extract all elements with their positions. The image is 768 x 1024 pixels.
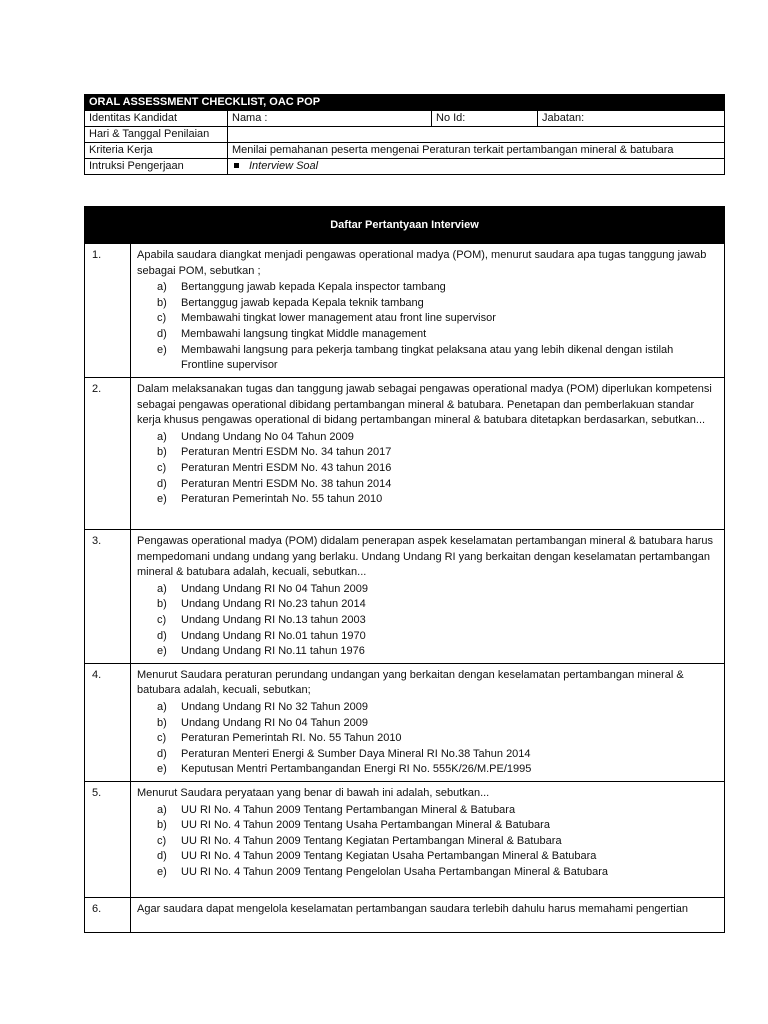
option-text: Bertanggug jawab kepada Kepala teknik tambang: [181, 296, 424, 309]
option-item: [137, 865, 718, 881]
questions-body: [85, 244, 725, 933]
option-letter: d): [157, 747, 167, 760]
question-number: 1.: [85, 244, 131, 378]
option-item: [137, 280, 718, 296]
option-text: Peraturan Pemerintah No. 55 tahun 2010: [181, 493, 383, 506]
question-row: [85, 378, 725, 530]
question-number: 4.: [85, 663, 131, 781]
option-item: [137, 613, 718, 629]
option-text: Peraturan Mentri ESDM No. 38 tahun 2014: [181, 477, 392, 490]
option-letter: e): [157, 343, 167, 356]
label-kriteria: Kriteria Kerja: [85, 143, 228, 159]
question-cell: [131, 663, 725, 781]
option-text: Peraturan Mentri ESDM No. 34 tahun 2017: [181, 446, 392, 459]
option-item: [137, 582, 718, 598]
option-letter: c): [157, 732, 167, 745]
option-item: [137, 803, 718, 819]
option-item: [137, 762, 718, 778]
options-list: [137, 803, 718, 881]
assessment-header-table: [84, 94, 725, 175]
field-tanggal[interactable]: [228, 127, 725, 143]
option-letter: a): [157, 803, 167, 816]
option-letter: b): [157, 446, 167, 459]
option-item: [137, 644, 718, 660]
option-text: Undang Undang RI No.13 tahun 2003: [181, 613, 366, 626]
option-item: [137, 445, 718, 461]
option-text: Undang Undang RI No 04 Tahun 2009: [181, 582, 368, 595]
option-letter: a): [157, 430, 167, 443]
option-letter: d): [157, 477, 167, 490]
option-letter: d): [157, 850, 167, 863]
option-letter: e): [157, 645, 167, 658]
options-list: [137, 582, 718, 660]
option-item: [137, 747, 718, 763]
options-list: [137, 700, 718, 778]
option-item: [137, 716, 718, 732]
option-text: UU RI No. 4 Tahun 2009 Tentang Pengelolan Usaha Pertambangan Mineral & Batubara: [181, 865, 609, 878]
row-kriteria: [85, 143, 725, 159]
question-text: Dalam melaksanakan tugas dan tanggung jawab sebagai pengawas operational madya (POM) diperlukan kompetensi sebagai pengawas operational dibidang pertambangan mineral & batubara. Penetapan dan pemberlakuan standar kerja khusus pengawas operational di bidang pertambangan mineral & batubara ditetapkan berdasarkan, sebutkan...: [137, 383, 712, 427]
label-tanggal: Hari & Tanggal Penilaian: [85, 127, 228, 143]
field-noid[interactable]: No Id:: [432, 111, 538, 127]
option-letter: e): [157, 865, 167, 878]
option-text: Peraturan Mentri ESDM No. 43 tahun 2016: [181, 461, 392, 474]
question-row: [85, 781, 725, 897]
question-row: [85, 663, 725, 781]
option-text: Bertanggung jawab kepada Kepala inspector tambang: [181, 281, 446, 294]
instruksi-text: Interview Soal: [249, 160, 319, 172]
question-cell: [131, 781, 725, 897]
question-cell: [131, 897, 725, 932]
option-letter: d): [157, 327, 167, 340]
header-title: ORAL ASSESSMENT CHECKLIST, OAC POP: [85, 95, 725, 111]
option-letter: c): [157, 613, 167, 626]
question-row: [85, 244, 725, 378]
option-text: UU RI No. 4 Tahun 2009 Tentang Kegiatan Pertambangan Mineral & Batubara: [181, 834, 562, 847]
question-row: [85, 530, 725, 664]
option-item: [137, 461, 718, 477]
option-letter: e): [157, 763, 167, 776]
option-letter: e): [157, 493, 167, 506]
options-list: [137, 280, 718, 374]
option-item: [137, 629, 718, 645]
option-letter: b): [157, 296, 167, 309]
option-item: [137, 597, 718, 613]
option-letter: a): [157, 281, 167, 294]
field-nama[interactable]: Nama :: [228, 111, 432, 127]
question-text: Agar saudara dapat mengelola keselamatan pertambangan saudara terlebih dahulu harus memahami pengertian: [137, 902, 688, 915]
option-text: Peraturan Pemerintah RI. No. 55 Tahun 2010: [181, 732, 402, 745]
question-number: 3.: [85, 530, 131, 664]
question-text: Menurut Saudara peraturan perundang undangan yang berkaitan dengan keselamatan pertambangan mineral & batubara adalah, kecuali, sebutkan;: [137, 668, 684, 697]
option-item: [137, 477, 718, 493]
option-item: [137, 849, 718, 865]
option-item: [137, 430, 718, 446]
row-identitas: [85, 111, 725, 127]
option-text: Undang Undang RI No.23 tahun 2014: [181, 598, 366, 611]
option-text: Undang Undang RI No.11 tahun 1976: [181, 645, 365, 658]
options-list: [137, 430, 718, 508]
header-title-row: [85, 95, 725, 111]
option-text: UU RI No. 4 Tahun 2009 Tentang Kegiatan Usaha Pertambangan Mineral & Batubara: [181, 850, 597, 863]
row-tanggal: [85, 127, 725, 143]
option-letter: c): [157, 312, 167, 325]
option-item: [137, 818, 718, 834]
question-row: [85, 897, 725, 932]
option-text: Undang Undang No 04 Tahun 2009: [181, 430, 354, 443]
option-item: [137, 296, 718, 312]
option-text: Peraturan Menteri Energi & Sumber Daya Mineral RI No.38 Tahun 2014: [181, 747, 531, 760]
option-text: Membawahi langsung tingkat Middle management: [181, 327, 427, 340]
question-cell: [131, 530, 725, 664]
option-item: [137, 311, 718, 327]
option-letter: b): [157, 716, 167, 729]
option-text: UU RI No. 4 Tahun 2009 Tentang Usaha Pertambangan Mineral & Batubara: [181, 819, 550, 832]
question-text: Apabila saudara diangkat menjadi pengawas operational madya (POM), menurut saudara apa tugas tanggung jawab sebagai POM, sebutkan ;: [137, 249, 707, 277]
question-text: Pengawas operational madya (POM) didalam penerapan aspek keselamatan pertambangan mineral & batubara harus mempedomani undang undang yang berlaku. Undang Undang RI yang berkaitan dengan keselamatan pertambangan mineral & batubara adalah, kecuali, sebutkan...: [137, 535, 714, 579]
label-identitas: Identitas Kandidat: [85, 111, 228, 127]
value-kriteria: Menilai pemahanan peserta mengenai Peraturan terkait pertambangan mineral & batubara: [228, 143, 725, 159]
question-cell: [131, 378, 725, 530]
option-item: [137, 834, 718, 850]
label-instruksi: Intruksi Pengerjaan: [85, 159, 228, 175]
option-letter: b): [157, 598, 167, 611]
question-number: 6.: [85, 897, 131, 932]
option-item: [137, 492, 718, 508]
option-item: [137, 343, 718, 374]
option-letter: a): [157, 700, 167, 713]
value-instruksi: [228, 159, 725, 175]
option-text: Undang Undang RI No 04 Tahun 2009: [181, 716, 368, 729]
option-letter: b): [157, 819, 167, 832]
option-item: [137, 731, 718, 747]
questions-title: Daftar Pertantyaan Interview: [85, 207, 725, 244]
row-instruksi: [85, 159, 725, 175]
option-letter: a): [157, 582, 167, 595]
option-text: Keputusan Mentri Pertambangandan Energi RI No. 555K/26/M.PE/1995: [181, 763, 532, 776]
option-text: Undang Undang RI No 32 Tahun 2009: [181, 700, 368, 713]
option-text: Membawahi tingkat lower management atau front line supervisor: [181, 312, 496, 325]
option-text: UU RI No. 4 Tahun 2009 Tentang Pertambangan Mineral & Batubara: [181, 803, 516, 816]
option-letter: c): [157, 461, 167, 474]
question-number: 5.: [85, 781, 131, 897]
questions-header-row: [85, 207, 725, 244]
option-text: Membawahi langsung para pekerja tambang tingkat pelaksana atau yang lebih dikenal dengan istilah Frontline supervisor: [181, 343, 674, 372]
question-cell: [131, 244, 725, 378]
question-text: Menurut Saudara peryataan yang benar di bawah ini adalah, sebutkan...: [137, 786, 490, 799]
option-letter: d): [157, 629, 167, 642]
field-jabatan[interactable]: Jabatan:: [538, 111, 725, 127]
question-number: 2.: [85, 378, 131, 530]
option-letter: c): [157, 834, 167, 847]
bullet-icon: [234, 163, 239, 168]
option-text: Undang Undang RI No.01 tahun 1970: [181, 629, 366, 642]
questions-table: [84, 206, 725, 933]
option-item: [137, 327, 718, 343]
option-item: [137, 700, 718, 716]
